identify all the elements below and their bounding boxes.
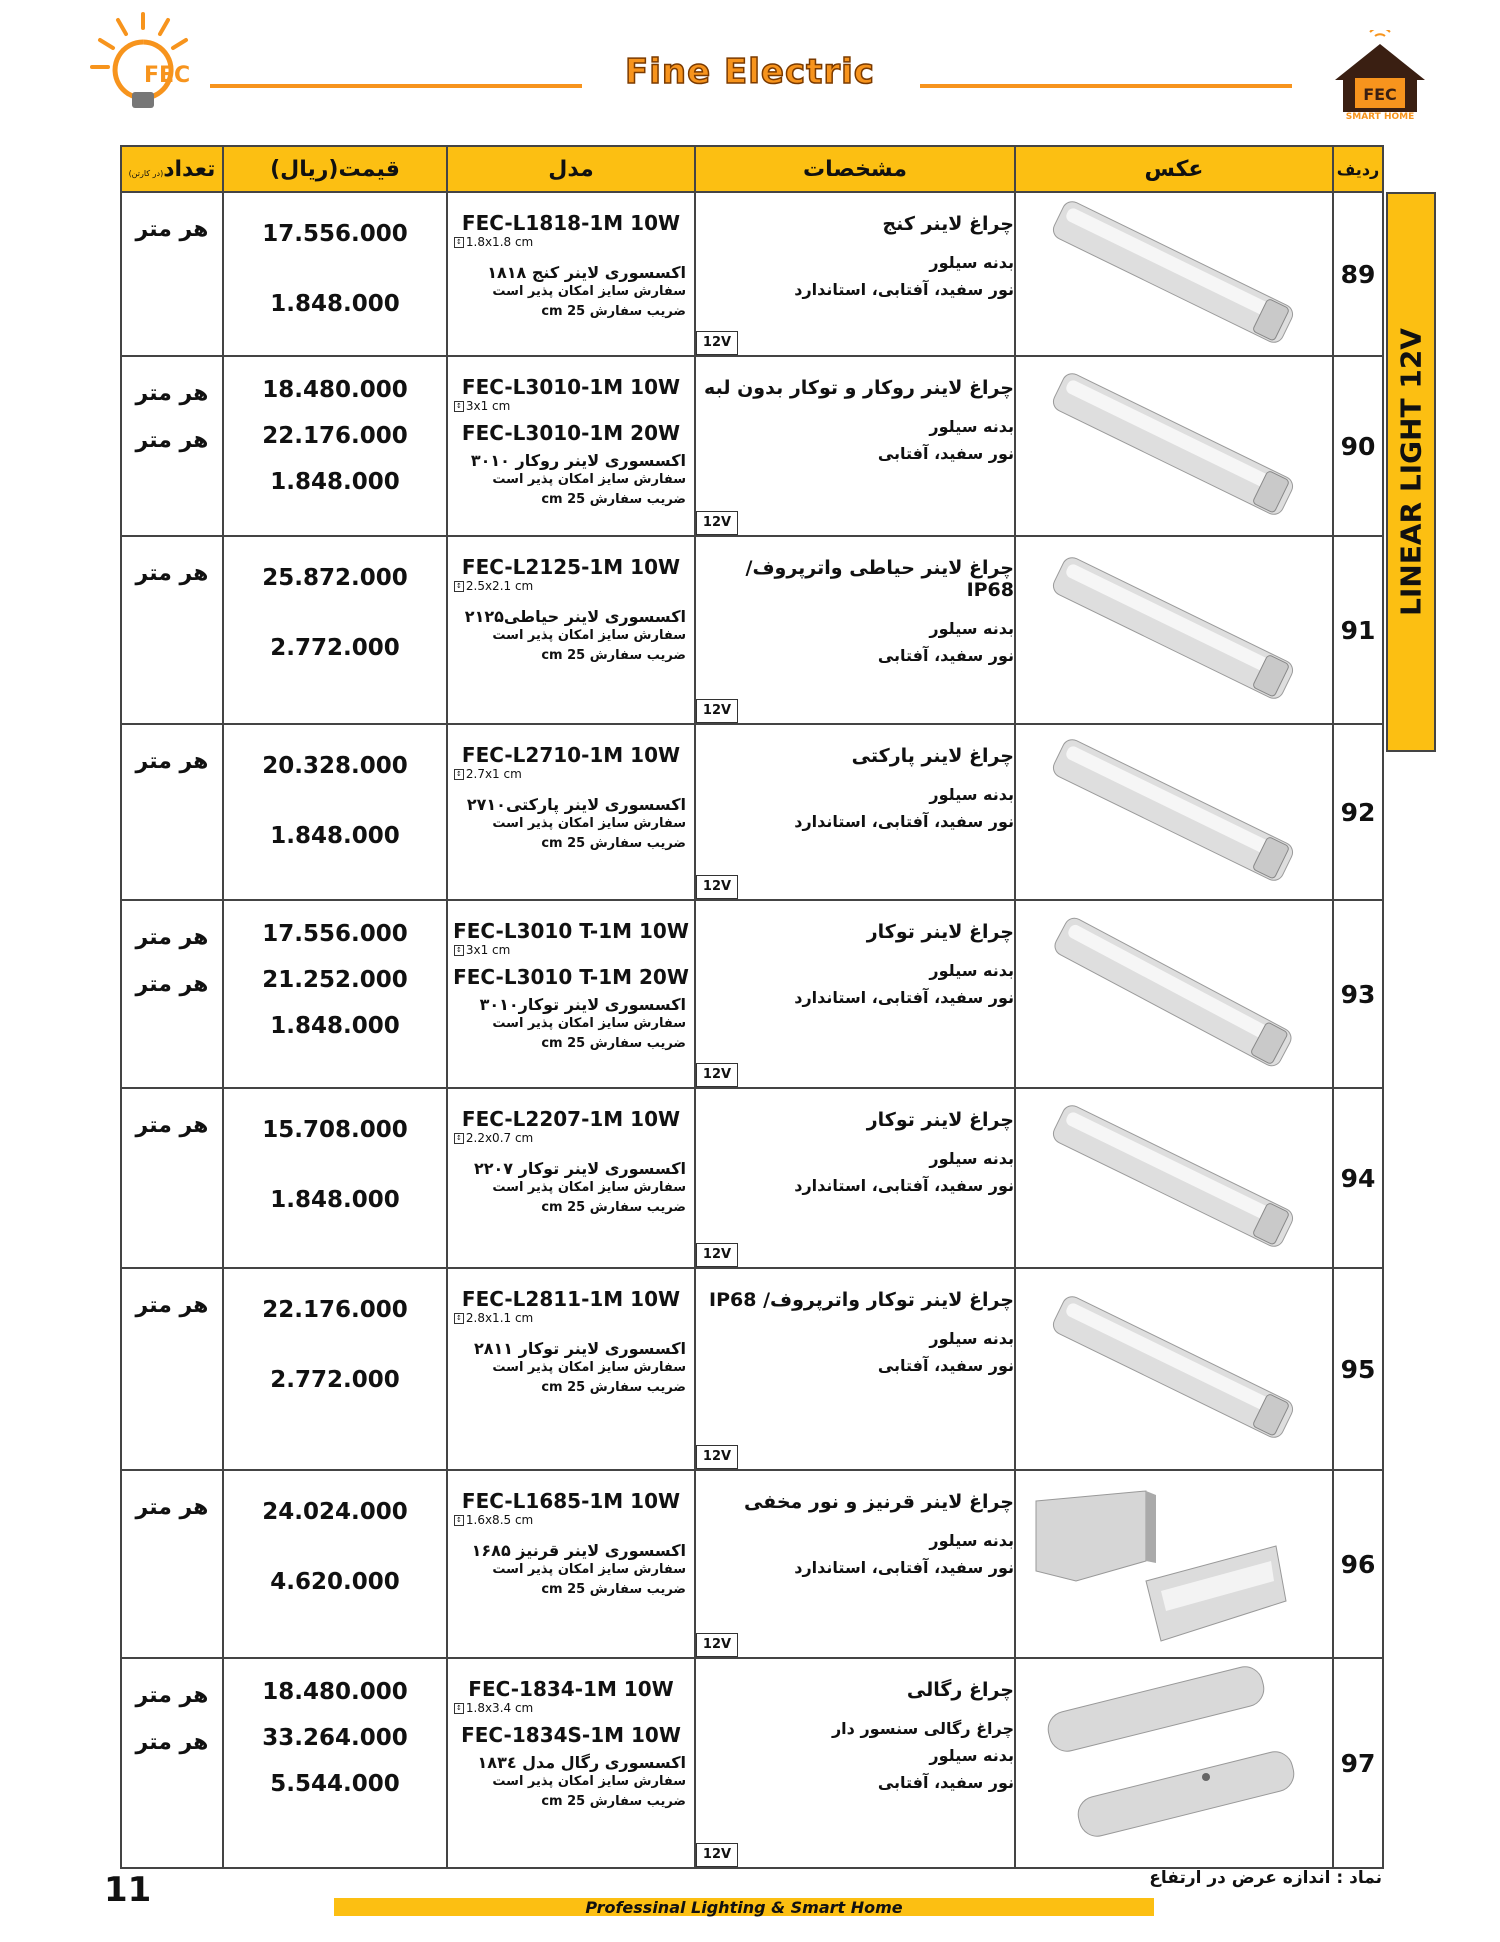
brand-title: Fine Electric	[625, 52, 875, 92]
category-side-tab-label: LINEAR LIGHT 12V	[1394, 328, 1428, 616]
qty-value: هر متر	[135, 925, 209, 950]
row-number: 89	[1333, 192, 1383, 356]
product-title: چراغ لاینر توکار واترپروف/ IP68	[709, 1289, 1014, 1311]
accessory-name: اکسسوری لاینر قرنیز ۱۶۸۵	[471, 1541, 686, 1560]
model-name: FEC-L2207-1M 10W	[461, 1107, 681, 1131]
model-size	[448, 767, 694, 781]
custom-size-note: سفارش سایز امکان پذیر است	[492, 1562, 686, 1577]
linear-light-product-image	[1016, 1659, 1332, 1863]
specs-cell	[695, 1088, 1015, 1268]
accessory-name: اکسسوری لاینر توکار۳۰۱۰	[479, 995, 686, 1014]
spec-line: بدنه سیلور	[929, 1746, 1014, 1765]
model-size	[448, 579, 694, 593]
linear-light-product-image	[1016, 1269, 1332, 1465]
image-cell	[1015, 724, 1333, 900]
specs-cell	[695, 356, 1015, 536]
accessory-name: اکسسوری رگال مدل ۱۸۳٤	[477, 1753, 686, 1772]
model-size-value: 2.5x2.1 cm	[465, 579, 534, 593]
col-header-row: ردیف	[1333, 146, 1383, 192]
price-cell	[223, 900, 447, 1088]
order-step-note: ضریب سفارش 25 cm	[541, 648, 686, 663]
spec-line: نور سفید، آفتابی، استاندارد	[794, 280, 1014, 299]
qty-cell	[121, 724, 223, 900]
voltage-badge: 12V	[696, 1243, 738, 1267]
model-size	[448, 1513, 694, 1527]
model-size	[448, 1701, 694, 1715]
model-size-value: 1.8x3.4 cm	[465, 1701, 534, 1715]
table-row	[121, 536, 1383, 724]
order-step-note: ضریب سفارش 25 cm	[541, 1200, 686, 1215]
qty-value: هر متر	[135, 217, 209, 242]
header-line-right	[920, 84, 1292, 88]
spec-line: بدنه سیلور	[929, 785, 1014, 804]
table-row	[121, 192, 1383, 356]
price-value: 1.848.000	[270, 469, 400, 495]
model-cell	[447, 1658, 695, 1868]
price-table	[120, 145, 1384, 1869]
image-cell	[1015, 1268, 1333, 1470]
col-header-model: مدل	[447, 146, 695, 192]
price-value: 5.544.000	[270, 1771, 400, 1797]
model-size-value: 2.2x0.7 cm	[465, 1131, 534, 1145]
qty-cell	[121, 900, 223, 1088]
order-step-note: ضریب سفارش 25 cm	[541, 1582, 686, 1597]
model-size-value: 3x1 cm	[465, 943, 511, 957]
price-value: 1.848.000	[270, 1013, 400, 1039]
order-step-note: ضریب سفارش 25 cm	[541, 492, 686, 507]
product-title: چراغ لاینر توکار	[866, 1109, 1014, 1131]
size-icon: ↕	[456, 945, 462, 954]
category-side-tab	[1386, 192, 1436, 752]
size-icon: ↕	[456, 237, 462, 246]
specs-cell	[695, 1470, 1015, 1658]
model-name: FEC-L3010 T-1M 20W	[453, 965, 689, 989]
spec-line: بدنه سیلور	[929, 1149, 1014, 1168]
qty-value: هر متر	[135, 1113, 209, 1138]
model-size	[448, 1131, 694, 1145]
price-value: 24.024.000	[262, 1499, 408, 1525]
voltage-badge: 12V	[696, 511, 738, 535]
size-legend: نماد : اندازه عرض در ارتفاع	[1149, 1868, 1382, 1888]
voltage-badge: 12V	[696, 1445, 738, 1469]
price-cell	[223, 536, 447, 724]
custom-size-note: سفارش سایز امکان پذیر است	[492, 816, 686, 831]
row-number: 90	[1333, 356, 1383, 536]
custom-size-note: سفارش سایز امکان پذیر است	[492, 1016, 686, 1031]
col-header-qty	[121, 146, 223, 192]
accessory-name: اکسسوری لاینر روکار ۳۰۱۰	[470, 451, 686, 470]
model-cell	[447, 192, 695, 356]
product-title: چراغ لاینر توکار	[866, 921, 1014, 943]
price-value: 4.620.000	[270, 1569, 400, 1595]
model-size-value: 2.7x1 cm	[465, 767, 522, 781]
spec-line: نور سفید، آفتابی، استاندارد	[794, 1176, 1014, 1195]
image-cell	[1015, 900, 1333, 1088]
size-icon: ↕	[456, 401, 462, 410]
price-value: 15.708.000	[262, 1117, 408, 1143]
model-name: FEC-L1818-1M 10W	[461, 211, 681, 235]
size-icon: ↕	[456, 1515, 462, 1524]
price-value: 25.872.000	[262, 565, 408, 591]
qty-header-note: (در کارتن)	[128, 168, 164, 178]
voltage-badge: 12V	[696, 1633, 738, 1657]
custom-size-note: سفارش سایز امکان پذیر است	[492, 628, 686, 643]
image-cell	[1015, 1658, 1333, 1868]
model-size-value: 3x1 cm	[465, 399, 511, 413]
smart-home-subtitle: SMART HOME	[1345, 112, 1415, 122]
spec-line: نور سفید، آفتابی	[877, 1773, 1014, 1792]
spec-line: بدنه سیلور	[929, 253, 1014, 272]
price-cell	[223, 192, 447, 356]
order-step-note: ضریب سفارش 25 cm	[541, 1794, 686, 1809]
table-row	[121, 356, 1383, 536]
order-step-note: ضریب سفارش 25 cm	[541, 1036, 686, 1051]
accessory-name: اکسسوری لاینر پارکتی۲۷۱۰	[466, 795, 686, 814]
accessory-name: اکسسوری لاینر توکار ۲۸۱۱	[474, 1339, 686, 1358]
custom-size-note: سفارش سایز امکان پذیر است	[492, 1774, 686, 1789]
price-value: 18.480.000	[262, 1679, 408, 1705]
specs-cell	[695, 192, 1015, 356]
price-value: 17.556.000	[262, 921, 408, 947]
model-cell	[447, 1268, 695, 1470]
spec-line: نور سفید، آفتابی	[877, 646, 1014, 665]
model-name: FEC-L3010-1M 10W	[461, 375, 681, 399]
price-value: 2.772.000	[270, 1367, 400, 1393]
model-size	[448, 399, 694, 413]
col-header-image: عکس	[1015, 146, 1333, 192]
logo-left-text: FEC	[144, 63, 191, 88]
size-icon: ↕	[456, 1703, 462, 1712]
model-name: FEC-1834S-1M 10W	[461, 1723, 681, 1747]
price-value: 22.176.000	[262, 1297, 408, 1323]
col-header-price: قیمت(ریال)	[223, 146, 447, 192]
table-row	[121, 1470, 1383, 1658]
model-name: FEC-L2710-1M 10W	[461, 743, 681, 767]
qty-value: هر متر	[135, 1730, 209, 1755]
row-number: 96	[1333, 1470, 1383, 1658]
product-title: چراغ رگالی	[906, 1679, 1014, 1701]
product-title: چراغ لاینر پارکتی	[851, 745, 1014, 767]
table-header-row	[121, 146, 1383, 192]
qty-cell	[121, 1470, 223, 1658]
specs-cell	[695, 1268, 1015, 1470]
row-number: 92	[1333, 724, 1383, 900]
model-name: FEC-L1685-1M 10W	[461, 1489, 681, 1513]
qty-value: هر متر	[135, 1495, 209, 1520]
price-cell	[223, 1470, 447, 1658]
spec-line: بدنه سیلور	[929, 1531, 1014, 1550]
model-name: FEC-1834-1M 10W	[468, 1677, 674, 1701]
qty-value: هر متر	[135, 381, 209, 406]
product-title: چراغ لاینر حیاطی واترپروف/ IP68	[745, 557, 1014, 601]
model-size	[448, 235, 694, 249]
spec-line: نور سفید، آفتابی، استاندارد	[794, 1558, 1014, 1577]
logo-right-text: FEC	[1363, 85, 1397, 104]
qty-cell	[121, 192, 223, 356]
model-cell	[447, 1088, 695, 1268]
model-size-value: 1.6x8.5 cm	[465, 1513, 534, 1527]
price-value: 1.848.000	[270, 1187, 400, 1213]
custom-size-note: سفارش سایز امکان پذیر است	[492, 284, 686, 299]
qty-value: هر متر	[135, 561, 209, 586]
linear-light-product-image	[1016, 725, 1332, 895]
table-row	[121, 900, 1383, 1088]
spec-line: نور سفید، آفتابی	[877, 444, 1014, 463]
price-value: 21.252.000	[262, 967, 408, 993]
price-value: 2.772.000	[270, 635, 400, 661]
voltage-badge: 12V	[696, 1063, 738, 1087]
size-icon: ↕	[456, 769, 462, 778]
custom-size-note: سفارش سایز امکان پذیر است	[492, 1180, 686, 1195]
price-value: 20.328.000	[262, 753, 408, 779]
order-step-note: ضریب سفارش 25 cm	[541, 304, 686, 319]
col-header-specs: مشخصات	[695, 146, 1015, 192]
price-value: 33.264.000	[262, 1725, 408, 1751]
model-name: FEC-L3010-1M 20W	[461, 421, 681, 445]
price-cell	[223, 1658, 447, 1868]
linear-light-product-image	[1016, 1089, 1332, 1263]
accessory-name: اکسسوری لاینر توکار ۲۲۰۷	[474, 1159, 686, 1178]
order-step-note: ضریب سفارش 25 cm	[541, 1380, 686, 1395]
accessory-name: اکسسوری لاینر کنج ۱۸۱۸	[487, 263, 686, 282]
spec-line: بدنه سیلور	[929, 961, 1014, 980]
spec-line: نور سفید، آفتابی، استاندارد	[794, 812, 1014, 831]
custom-size-note: سفارش سایز امکان پذیر است	[492, 1360, 686, 1375]
image-cell	[1015, 1470, 1333, 1658]
model-cell	[447, 900, 695, 1088]
model-cell	[447, 356, 695, 536]
linear-light-product-image	[1016, 357, 1332, 531]
model-size-value: 2.8x1.1 cm	[465, 1311, 534, 1325]
spec-line: نور سفید، آفتابی، استاندارد	[794, 988, 1014, 1007]
row-number: 94	[1333, 1088, 1383, 1268]
image-cell	[1015, 536, 1333, 724]
spec-line: بدنه سیلور	[929, 619, 1014, 638]
product-title: چراغ لاینر قرنیز و نور مخفی	[743, 1491, 1014, 1513]
model-name: FEC-L2811-1M 10W	[461, 1287, 681, 1311]
row-number: 93	[1333, 900, 1383, 1088]
image-cell	[1015, 1088, 1333, 1268]
qty-header-label: تعداد	[163, 156, 216, 182]
qty-cell	[121, 356, 223, 536]
specs-cell	[695, 900, 1015, 1088]
spec-line: بدنه سیلور	[929, 1329, 1014, 1348]
model-cell	[447, 1470, 695, 1658]
spec-line: چراغ رگالی سنسور دار	[831, 1719, 1014, 1738]
spec-line: بدنه سیلور	[929, 417, 1014, 436]
product-title: چراغ لاینر روکار و توکار بدون لبه	[704, 377, 1014, 399]
qty-value: هر متر	[135, 1293, 209, 1318]
price-cell	[223, 1268, 447, 1470]
row-number: 95	[1333, 1268, 1383, 1470]
linear-light-product-image	[1016, 901, 1332, 1083]
order-step-note: ضریب سفارش 25 cm	[541, 836, 686, 851]
voltage-badge: 12V	[696, 331, 738, 355]
page-number: 11	[104, 1870, 152, 1910]
linear-light-product-image	[1016, 537, 1332, 719]
table-row	[121, 1658, 1383, 1868]
price-cell	[223, 1088, 447, 1268]
qty-cell	[121, 1088, 223, 1268]
model-cell	[447, 536, 695, 724]
row-number: 91	[1333, 536, 1383, 724]
model-size-value: 1.8x1.8 cm	[465, 235, 534, 249]
table-row	[121, 1088, 1383, 1268]
linear-light-product-image	[1016, 193, 1332, 351]
qty-cell	[121, 1268, 223, 1470]
voltage-badge: 12V	[696, 1843, 738, 1867]
product-title: چراغ لاینر کنج	[882, 213, 1014, 235]
model-size	[448, 943, 694, 957]
size-icon: ↕	[456, 1133, 462, 1142]
model-name: FEC-L3010 T-1M 10W	[453, 919, 689, 943]
price-value: 1.848.000	[270, 823, 400, 849]
price-cell	[223, 724, 447, 900]
model-name: FEC-L2125-1M 10W	[461, 555, 681, 579]
price-value: 17.556.000	[262, 221, 408, 247]
qty-value: هر متر	[135, 1683, 209, 1708]
price-value: 1.848.000	[270, 291, 400, 317]
qty-value: هر متر	[135, 428, 209, 453]
linear-light-product-image	[1016, 1471, 1332, 1653]
voltage-badge: 12V	[696, 875, 738, 899]
specs-cell	[695, 724, 1015, 900]
price-value: 18.480.000	[262, 377, 408, 403]
spec-line: نور سفید، آفتابی	[877, 1356, 1014, 1375]
table-row	[121, 724, 1383, 900]
image-cell	[1015, 356, 1333, 536]
custom-size-note: سفارش سایز امکان پذیر است	[492, 472, 686, 487]
voltage-badge: 12V	[696, 699, 738, 723]
size-icon: ↕	[456, 581, 462, 590]
accessory-name: اکسسوری لاینر حیاطی۲۱۲۵	[464, 607, 686, 626]
row-number: 97	[1333, 1658, 1383, 1868]
table-row	[121, 1268, 1383, 1470]
model-cell	[447, 724, 695, 900]
qty-value: هر متر	[135, 749, 209, 774]
size-icon: ↕	[456, 1313, 462, 1322]
qty-value: هر متر	[135, 972, 209, 997]
specs-cell	[695, 1658, 1015, 1868]
price-value: 22.176.000	[262, 423, 408, 449]
footer-tagline: Professinal Lighting & Smart Home	[334, 1898, 1154, 1916]
qty-cell	[121, 1658, 223, 1868]
specs-cell	[695, 536, 1015, 724]
image-cell	[1015, 192, 1333, 356]
price-cell	[223, 356, 447, 536]
model-size	[448, 1311, 694, 1325]
qty-cell	[121, 536, 223, 724]
